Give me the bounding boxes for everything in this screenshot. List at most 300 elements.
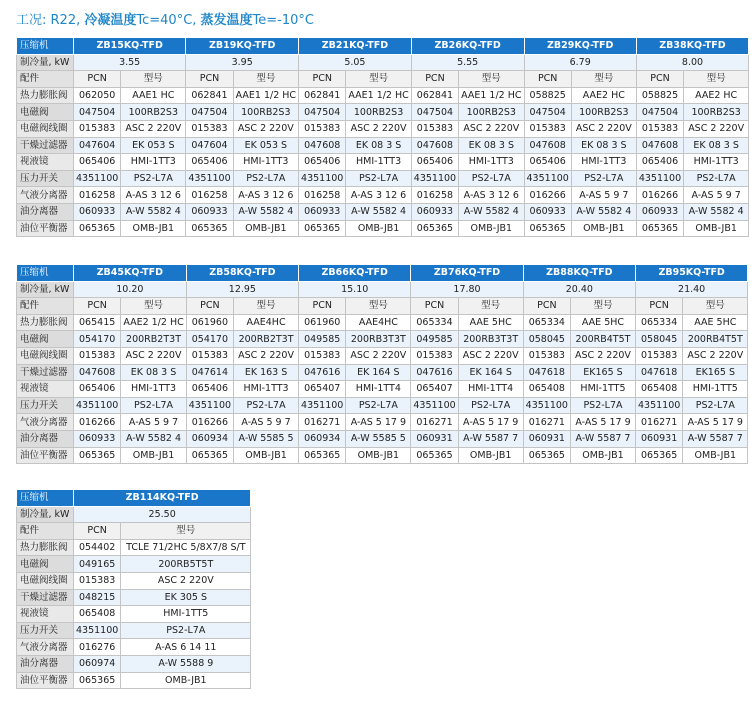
part-row	[17, 589, 251, 606]
part-row	[17, 381, 748, 398]
model-cell: EK 164 S	[458, 364, 523, 381]
model-cell: HMI-1TT4	[346, 381, 411, 398]
model-cell: AAE4HC	[234, 314, 299, 331]
capacity-label: 制冷量, kW	[17, 281, 74, 298]
compressor-model: ZB114KQ-TFD	[74, 490, 251, 507]
part-row	[17, 672, 251, 689]
compressor-model: ZB19KQ-TFD	[186, 38, 299, 55]
parts-header-row	[17, 71, 749, 88]
model-cell: EK 053 S	[121, 137, 186, 154]
model-cell: AAE 5HC	[683, 314, 748, 331]
model-cell: 200RB5T5T	[121, 556, 251, 573]
pcn-cell: 016258	[186, 187, 233, 204]
capacity-value: 3.95	[186, 54, 299, 71]
pcn-cell: 047504	[636, 104, 683, 121]
part-label: 视液镜	[17, 154, 74, 171]
pcn-cell: 048215	[74, 589, 121, 606]
pcn-cell: 4351100	[299, 397, 346, 414]
pcn-cell: 016258	[74, 187, 121, 204]
pcn-cell: 047604	[186, 137, 233, 154]
model-header: 型号	[683, 298, 748, 315]
model-cell: OMB-JB1	[459, 220, 524, 237]
pcn-cell: 065408	[523, 381, 570, 398]
capacity-row	[17, 54, 749, 71]
pcn-cell: 015383	[74, 120, 121, 137]
model-cell: OMB-JB1	[346, 220, 411, 237]
part-row	[17, 203, 749, 220]
pcn-cell: 060933	[636, 203, 683, 220]
pcn-cell: 058045	[635, 331, 682, 348]
model-cell: A-AS 6 14 11	[121, 639, 251, 656]
model-cell: OMB-JB1	[570, 447, 635, 464]
model-cell: A-AS 5 9 7	[571, 187, 636, 204]
capacity-value: 8.00	[636, 54, 748, 71]
pcn-cell: 065406	[186, 381, 233, 398]
model-cell: EK 08 3 S	[346, 137, 411, 154]
part-row	[17, 104, 749, 121]
model-cell: HMI-1TT3	[346, 154, 411, 171]
capacity-value: 5.05	[299, 54, 412, 71]
pcn-cell: 060931	[411, 430, 458, 447]
pcn-cell: 015383	[74, 347, 121, 364]
model-cell: AAE 5HC	[458, 314, 523, 331]
page-title	[16, 9, 314, 28]
part-label: 电磁阀线圈	[17, 347, 74, 364]
capacity-value: 15.10	[299, 281, 411, 298]
pcn-cell: 4351100	[74, 397, 121, 414]
pcn-cell: 062050	[74, 87, 121, 104]
pcn-cell: 4351100	[186, 170, 233, 187]
model-cell: ASC 2 220V	[458, 347, 523, 364]
part-row	[17, 331, 748, 348]
part-label: 油分离器	[17, 203, 74, 220]
pcn-cell: 016266	[74, 414, 121, 431]
pcn-cell: 062841	[186, 87, 233, 104]
model-cell: AAE4HC	[346, 314, 411, 331]
pcn-header: PCN	[524, 71, 571, 88]
pcn-cell: 054170	[186, 331, 233, 348]
pcn-cell: 061960	[299, 314, 346, 331]
model-cell: HMI-1TT3	[121, 381, 186, 398]
model-cell: AAE1 1/2 HC	[233, 87, 298, 104]
pcn-header: PCN	[411, 71, 458, 88]
part-row	[17, 347, 748, 364]
pcn-cell: 047608	[636, 137, 683, 154]
model-cell: OMB-JB1	[571, 220, 636, 237]
model-cell: ASC 2 220V	[346, 347, 411, 364]
capacity-value: 5.55	[411, 54, 524, 71]
pcn-header: PCN	[299, 71, 346, 88]
model-cell: AAE2 HC	[571, 87, 636, 104]
model-cell: HMI-1TT5	[570, 381, 635, 398]
pcn-cell: 060933	[411, 203, 458, 220]
pcn-cell: 016266	[524, 187, 571, 204]
model-cell: PS2-L7A	[684, 170, 749, 187]
pcn-cell: 047608	[299, 137, 346, 154]
model-cell: PS2-L7A	[233, 170, 298, 187]
model-cell: HMI-1TT5	[683, 381, 748, 398]
model-cell: A-AS 3 12 6	[233, 187, 298, 204]
part-label: 油分离器	[17, 430, 74, 447]
pcn-cell: 060931	[523, 430, 570, 447]
model-cell: ASC 2 220V	[121, 347, 186, 364]
capacity-value: 6.79	[524, 54, 636, 71]
pcn-header: PCN	[523, 298, 570, 315]
model-header: 型号	[458, 298, 523, 315]
compressor-row	[17, 265, 748, 282]
compressor-row	[17, 38, 749, 55]
part-label: 干燥过滤器	[17, 364, 74, 381]
pcn-cell: 015383	[636, 120, 683, 137]
model-cell: PS2-L7A	[459, 170, 524, 187]
pcn-cell: 060933	[524, 203, 571, 220]
model-cell: 200RB4T5T	[570, 331, 635, 348]
pcn-cell: 062841	[299, 87, 346, 104]
pcn-cell: 065365	[411, 447, 458, 464]
model-cell: PS2-L7A	[121, 397, 186, 414]
pcn-header: PCN	[411, 298, 458, 315]
pcn-cell: 016271	[635, 414, 682, 431]
pcn-header: PCN	[636, 71, 683, 88]
pcn-cell: 065365	[524, 220, 571, 237]
model-cell: A-AS 5 17 9	[458, 414, 523, 431]
part-row	[17, 655, 251, 672]
model-cell: A-AS 5 17 9	[570, 414, 635, 431]
spec-table-3	[16, 489, 251, 689]
capacity-value: 21.40	[635, 281, 747, 298]
model-cell: 100RB2S3	[684, 104, 749, 121]
pcn-cell: 060933	[299, 203, 346, 220]
pcn-cell: 047618	[635, 364, 682, 381]
model-cell: A-AS 5 9 7	[121, 414, 186, 431]
part-row	[17, 187, 749, 204]
pcn-cell: 065365	[635, 447, 682, 464]
part-label: 热力膨胀阀	[17, 87, 74, 104]
model-cell: EK 053 S	[233, 137, 298, 154]
pcn-cell: 060933	[186, 203, 233, 220]
pcn-cell: 016271	[299, 414, 346, 431]
pcn-header: PCN	[186, 298, 233, 315]
pcn-cell: 065406	[636, 154, 683, 171]
compressor-model: ZB66KQ-TFD	[299, 265, 411, 282]
compressor-label: 压缩机	[17, 265, 74, 282]
model-cell: 100RB2S3	[459, 104, 524, 121]
pcn-cell: 060931	[635, 430, 682, 447]
pcn-cell: 016271	[523, 414, 570, 431]
pcn-cell: 015383	[635, 347, 682, 364]
model-cell: ASC 2 220V	[121, 572, 251, 589]
part-row	[17, 430, 748, 447]
part-row	[17, 87, 749, 104]
pcn-cell: 065365	[523, 447, 570, 464]
pcn-cell: 065334	[635, 314, 682, 331]
pcn-cell: 016258	[299, 187, 346, 204]
capacity-label: 制冷量, kW	[17, 54, 74, 71]
model-cell: PS2-L7A	[121, 170, 186, 187]
compressor-model: ZB45KQ-TFD	[74, 265, 187, 282]
part-label: 油位平衡器	[17, 447, 74, 464]
model-cell: A-AS 5 17 9	[683, 414, 748, 431]
model-cell: ASC 2 220V	[233, 120, 298, 137]
model-cell: OMB-JB1	[233, 220, 298, 237]
part-label: 油位平衡器	[17, 672, 74, 689]
pcn-cell: 060974	[74, 655, 121, 672]
pcn-header: PCN	[186, 71, 233, 88]
pcn-cell: 047504	[524, 104, 571, 121]
model-cell: A-W 5582 4	[233, 203, 298, 220]
pcn-cell: 065365	[74, 447, 121, 464]
pcn-cell: 060934	[299, 430, 346, 447]
pcn-cell: 060933	[74, 430, 121, 447]
part-label: 气液分离器	[17, 639, 74, 656]
model-cell: A-W 5582 4	[684, 203, 749, 220]
model-cell: 100RB2S3	[346, 104, 411, 121]
pcn-cell: 4351100	[299, 170, 346, 187]
model-cell: A-W 5582 4	[121, 203, 186, 220]
model-cell: EK 164 S	[346, 364, 411, 381]
model-cell: OMB-JB1	[121, 447, 186, 464]
model-cell: HMI-1TT3	[121, 154, 186, 171]
model-cell: HMI-1TT4	[458, 381, 523, 398]
model-cell: HMI-1TT3	[233, 154, 298, 171]
model-cell: EK 305 S	[121, 589, 251, 606]
model-cell: AAE2 HC	[684, 87, 749, 104]
part-label: 油位平衡器	[17, 220, 74, 237]
model-cell: EK165 S	[683, 364, 748, 381]
model-header: 型号	[233, 71, 298, 88]
model-header: 型号	[346, 298, 411, 315]
part-row	[17, 447, 748, 464]
part-row	[17, 170, 749, 187]
pcn-cell: 047616	[411, 364, 458, 381]
pcn-cell: 065334	[523, 314, 570, 331]
parts-label: 配件	[17, 71, 74, 88]
pcn-cell: 058825	[636, 87, 683, 104]
model-header: 型号	[346, 71, 411, 88]
part-row	[17, 622, 251, 639]
model-cell: PS2-L7A	[346, 170, 411, 187]
pcn-cell: 047614	[186, 364, 233, 381]
compressor-model: ZB26KQ-TFD	[411, 38, 524, 55]
capacity-value: 3.55	[74, 54, 186, 71]
compressor-row	[17, 490, 251, 507]
model-header: 型号	[571, 71, 636, 88]
model-header: 型号	[684, 71, 749, 88]
compressor-model: ZB58KQ-TFD	[186, 265, 298, 282]
pcn-cell: 065408	[74, 606, 121, 623]
pcn-cell: 015383	[524, 120, 571, 137]
parts-label: 配件	[17, 523, 74, 540]
title-condensing-label: 冷凝温度	[84, 13, 137, 28]
pcn-cell: 065408	[635, 381, 682, 398]
model-cell: OMB-JB1	[121, 672, 251, 689]
capacity-value: 17.80	[411, 281, 523, 298]
parts-label: 配件	[17, 298, 74, 315]
pcn-cell: 065415	[74, 314, 121, 331]
model-header: 型号	[121, 71, 186, 88]
part-label: 压力开关	[17, 397, 74, 414]
pcn-cell: 047604	[74, 137, 121, 154]
pcn-header: PCN	[74, 298, 121, 315]
model-cell: HMI-1TT3	[571, 154, 636, 171]
pcn-cell: 015383	[411, 120, 458, 137]
part-row	[17, 639, 251, 656]
pcn-cell: 047504	[74, 104, 121, 121]
part-label: 热力膨胀阀	[17, 314, 74, 331]
title-te: Te=-10°C	[252, 13, 314, 28]
part-row	[17, 154, 749, 171]
capacity-value: 20.40	[523, 281, 635, 298]
part-row	[17, 572, 251, 589]
part-label: 干燥过滤器	[17, 589, 74, 606]
model-cell: ASC 2 220V	[683, 347, 748, 364]
capacity-value: 25.50	[74, 506, 251, 523]
part-label: 电磁阀	[17, 104, 74, 121]
spec-table-2	[16, 264, 748, 464]
part-row	[17, 556, 251, 573]
pcn-cell: 016258	[411, 187, 458, 204]
pcn-cell: 065365	[186, 220, 233, 237]
part-label: 压力开关	[17, 622, 74, 639]
part-row	[17, 397, 748, 414]
model-cell: A-W 5582 4	[459, 203, 524, 220]
pcn-cell: 065406	[74, 154, 121, 171]
pcn-cell: 065406	[524, 154, 571, 171]
model-cell: A-AS 5 9 7	[234, 414, 299, 431]
compressor-model: ZB29KQ-TFD	[524, 38, 636, 55]
compressor-model: ZB88KQ-TFD	[523, 265, 635, 282]
capacity-value: 10.20	[74, 281, 187, 298]
title-tc: Tc=40°C,	[136, 13, 201, 28]
model-header: 型号	[570, 298, 635, 315]
model-cell: ASC 2 220V	[684, 120, 749, 137]
model-cell: ASC 2 220V	[234, 347, 299, 364]
pcn-cell: 4351100	[74, 622, 121, 639]
pcn-cell: 015383	[186, 347, 233, 364]
capacity-value: 12.95	[186, 281, 298, 298]
model-cell: A-W 5582 4	[346, 203, 411, 220]
model-cell: A-W 5585 5	[234, 430, 299, 447]
pcn-cell: 047504	[411, 104, 458, 121]
model-cell: EK165 S	[570, 364, 635, 381]
pcn-cell: 015383	[186, 120, 233, 137]
part-label: 电磁阀	[17, 331, 74, 348]
pcn-cell: 049585	[299, 331, 346, 348]
pcn-cell: 015383	[299, 120, 346, 137]
compressor-model: ZB15KQ-TFD	[74, 38, 186, 55]
model-cell: EK 163 S	[234, 364, 299, 381]
model-cell: HMI-1TT3	[459, 154, 524, 171]
pcn-cell: 065407	[411, 381, 458, 398]
part-label: 油分离器	[17, 655, 74, 672]
pcn-cell: 065406	[74, 381, 121, 398]
part-row	[17, 414, 748, 431]
capacity-label: 制冷量, kW	[17, 506, 74, 523]
compressor-label: 压缩机	[17, 38, 74, 55]
pcn-cell: 016271	[411, 414, 458, 431]
pcn-cell: 047504	[299, 104, 346, 121]
model-cell: PS2-L7A	[683, 397, 748, 414]
model-cell: HMI-1TT3	[234, 381, 299, 398]
pcn-cell: 016266	[636, 187, 683, 204]
title-prefix: 工况: R22,	[16, 13, 85, 28]
model-cell: AAE2 1/2 HC	[121, 314, 186, 331]
part-row	[17, 539, 251, 556]
pcn-cell: 049585	[411, 331, 458, 348]
part-label: 视液镜	[17, 381, 74, 398]
title-evaporating-label: 蒸发温度	[200, 13, 253, 28]
pcn-cell: 016266	[186, 414, 233, 431]
model-header: 型号	[234, 298, 299, 315]
model-cell: AAE 5HC	[570, 314, 635, 331]
model-cell: A-AS 5 17 9	[346, 414, 411, 431]
model-cell: OMB-JB1	[683, 447, 748, 464]
pcn-cell: 016276	[74, 639, 121, 656]
pcn-cell: 4351100	[411, 170, 458, 187]
part-label: 压力开关	[17, 170, 74, 187]
model-cell: OMB-JB1	[121, 220, 186, 237]
model-cell: ASC 2 220V	[346, 120, 411, 137]
part-label: 电磁阀线圈	[17, 572, 74, 589]
pcn-cell: 065406	[411, 154, 458, 171]
pcn-header: PCN	[299, 298, 346, 315]
model-cell: HMI-1TT5	[121, 606, 251, 623]
pcn-cell: 065334	[411, 314, 458, 331]
part-label: 电磁阀线圈	[17, 120, 74, 137]
model-cell: 200RB4T5T	[683, 331, 748, 348]
model-cell: A-W 5587 7	[570, 430, 635, 447]
model-cell: 200RB3T3T	[346, 331, 411, 348]
part-label: 热力膨胀阀	[17, 539, 74, 556]
part-label: 干燥过滤器	[17, 137, 74, 154]
parts-header-row	[17, 298, 748, 315]
pcn-cell: 060934	[186, 430, 233, 447]
model-cell: EK 08 3 S	[121, 364, 186, 381]
model-cell: EK 08 3 S	[459, 137, 524, 154]
pcn-cell: 062841	[411, 87, 458, 104]
model-cell: AAE1 1/2 HC	[346, 87, 411, 104]
compressor-model: ZB95KQ-TFD	[635, 265, 747, 282]
pcn-cell: 4351100	[186, 397, 233, 414]
model-cell: PS2-L7A	[458, 397, 523, 414]
pcn-cell: 065406	[186, 154, 233, 171]
model-cell: PS2-L7A	[346, 397, 411, 414]
pcn-cell: 065365	[299, 220, 346, 237]
pcn-cell: 4351100	[636, 170, 683, 187]
model-cell: PS2-L7A	[571, 170, 636, 187]
model-cell: ASC 2 220V	[459, 120, 524, 137]
part-label: 气液分离器	[17, 414, 74, 431]
spec-table-1	[16, 37, 749, 237]
pcn-cell: 065365	[74, 672, 121, 689]
part-label: 电磁阀	[17, 556, 74, 573]
pcn-cell: 4351100	[523, 397, 570, 414]
model-cell: OMB-JB1	[346, 447, 411, 464]
model-cell: 100RB2S3	[571, 104, 636, 121]
model-header: 型号	[121, 523, 251, 540]
model-cell: OMB-JB1	[234, 447, 299, 464]
pcn-cell: 065365	[636, 220, 683, 237]
pcn-cell: 065365	[74, 220, 121, 237]
pcn-cell: 060933	[74, 203, 121, 220]
pcn-header: PCN	[635, 298, 682, 315]
model-cell: OMB-JB1	[684, 220, 749, 237]
model-cell: 200RB2T3T	[234, 331, 299, 348]
pcn-cell: 065365	[411, 220, 458, 237]
model-cell: A-W 5585 5	[346, 430, 411, 447]
pcn-cell: 015383	[299, 347, 346, 364]
model-cell: A-W 5582 4	[571, 203, 636, 220]
